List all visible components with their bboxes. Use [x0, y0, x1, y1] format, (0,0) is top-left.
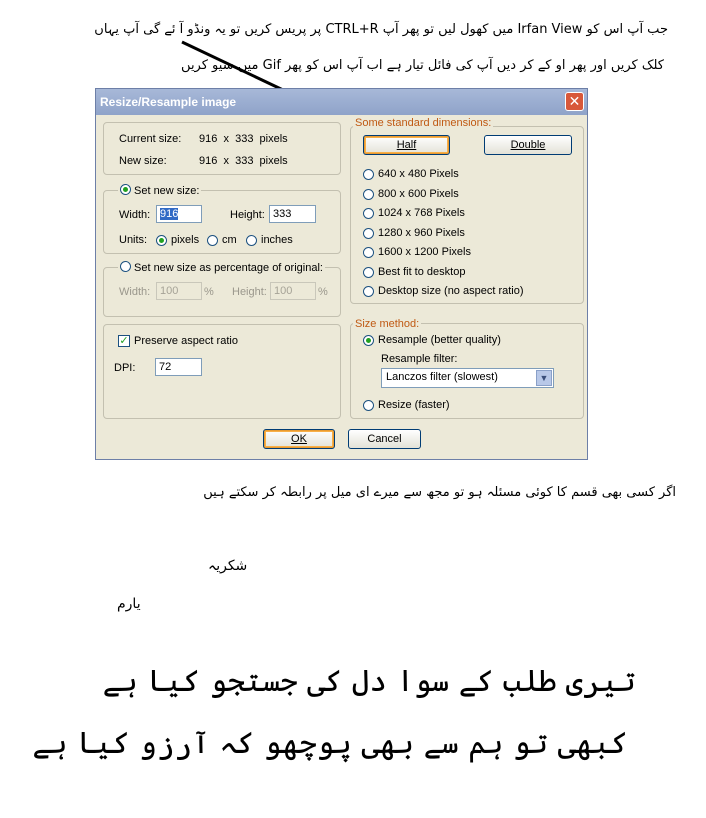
resample-label: Resample (better quality) — [378, 334, 501, 346]
half-button[interactable] — [363, 135, 450, 155]
pct-height-input[interactable]: 100 — [270, 282, 316, 300]
dialog-titlebar — [96, 89, 587, 115]
new-size-label: New size: — [119, 155, 167, 167]
preserve-aspect-checkbox[interactable]: ✓ — [119, 334, 129, 347]
option-desktop-size-radio[interactable] — [363, 286, 374, 297]
option-1024-radio[interactable] — [363, 208, 374, 219]
set-new-size-radio[interactable] — [120, 184, 131, 195]
percentage-label: Set new size as percentage of original: — [134, 262, 323, 274]
option-1600-radio[interactable] — [363, 247, 374, 258]
unit-pixels-label: pixels — [171, 234, 200, 246]
new-size-value: 916 x 333 pixels — [199, 155, 288, 167]
current-size-value: 916 x 333 pixels — [199, 133, 288, 145]
option-640-label: 640 x 480 Pixels — [378, 168, 459, 180]
close-button[interactable] — [565, 92, 584, 111]
preserve-aspect-label: Preserve aspect ratio — [134, 335, 238, 347]
option-1024-label: 1024 x 768 Pixels — [378, 207, 465, 219]
ok-button[interactable] — [263, 429, 335, 449]
pct-height-unit: % — [318, 286, 328, 298]
option-800-label: 800 x 600 Pixels — [378, 188, 459, 200]
instruction-line-1: جب آپ اس کو Irfan View میں کھول لیں تو پھر آپ CTRL+R پر پریس کریں تو یہ ونڈو آ ئے گی آپ یہاں — [94, 22, 668, 37]
option-1280-label: 1280 x 960 Pixels — [378, 227, 465, 239]
resize-label: Resize (faster) — [378, 399, 450, 411]
height-input[interactable]: 333 — [269, 205, 316, 223]
resample-filter-value: Lanczos filter (slowest) — [386, 371, 498, 383]
resample-filter-select[interactable] — [381, 368, 554, 388]
resize-radio[interactable] — [363, 400, 374, 411]
thanks-text: شکریہ — [208, 558, 248, 574]
unit-cm-label: cm — [222, 234, 237, 246]
current-size-label: Current size: — [119, 133, 182, 145]
cancel-button-label: Cancel — [367, 433, 402, 445]
dpi-label: DPI: — [114, 362, 136, 374]
resample-radio[interactable] — [363, 335, 374, 346]
unit-pixels-radio[interactable] — [156, 235, 167, 246]
option-desktop-size-label: Desktop size (no aspect ratio) — [378, 285, 524, 297]
option-best-fit-radio[interactable] — [363, 267, 374, 278]
unit-inches-label: inches — [261, 234, 293, 246]
contact-note: اگر کسی بھی قسم کا کوئی مسئلہ ہو تو مجھ سے میرے ای میل پر رابطہ کر سکتے ہیں — [203, 485, 676, 500]
instruction-line-2: کلک کریں اور پھر او کے کر دیں آپ کی فائل تیار ہے اب آپ اس کو پھر Gif میں سیو کریں — [181, 58, 664, 73]
option-800-radio[interactable] — [363, 189, 374, 200]
set-new-size-label: Set new size: — [134, 185, 200, 197]
poetry-line-2: کبھی تو ہم سے بھی پوچھو کہ آرزو کیا ہے — [32, 726, 628, 761]
option-1600-label: 1600 x 1200 Pixels — [378, 246, 471, 258]
signature-text: یارم — [117, 596, 141, 612]
pct-width-input[interactable]: 100 — [156, 282, 202, 300]
double-button-label: Double — [510, 139, 546, 151]
option-best-fit-label: Best fit to desktop — [378, 266, 466, 278]
height-label: Height: — [230, 209, 265, 221]
resize-resample-dialog — [95, 88, 588, 460]
half-button-label: Half — [396, 139, 417, 151]
percentage-legend — [118, 261, 325, 274]
unit-cm-radio[interactable] — [207, 235, 218, 246]
width-input[interactable] — [156, 205, 202, 223]
set-new-size-legend — [118, 184, 201, 197]
close-icon: ✕ — [568, 94, 581, 110]
width-value: 916 — [160, 208, 179, 220]
unit-inches-radio[interactable] — [246, 235, 257, 246]
option-640-radio[interactable] — [363, 169, 374, 180]
pct-height-label: Height: — [232, 286, 267, 298]
dialog-title: Resize/Resample image — [100, 95, 237, 109]
ok-button-label: OK — [291, 433, 307, 445]
width-label: Width: — [119, 209, 151, 221]
pct-width-label: Width: — [119, 286, 151, 298]
pct-width-unit: % — [204, 286, 214, 298]
size-method-legend: Size method: — [355, 318, 420, 330]
option-1280-radio[interactable] — [363, 228, 374, 239]
size-info-panel — [103, 122, 341, 175]
standard-dimensions-legend: Some standard dimensions: — [355, 117, 492, 129]
chevron-down-icon: ▼ — [536, 370, 552, 386]
poetry-line-1: تیری طلب کے سوا دل کی جستجو کیا ہے — [102, 664, 636, 699]
double-button[interactable] — [484, 135, 572, 155]
resample-filter-label: Resample filter: — [381, 353, 458, 365]
cancel-button[interactable] — [348, 429, 421, 449]
percentage-radio[interactable] — [120, 261, 131, 272]
units-label: Units: — [119, 234, 148, 246]
dpi-input[interactable]: 72 — [155, 358, 202, 376]
